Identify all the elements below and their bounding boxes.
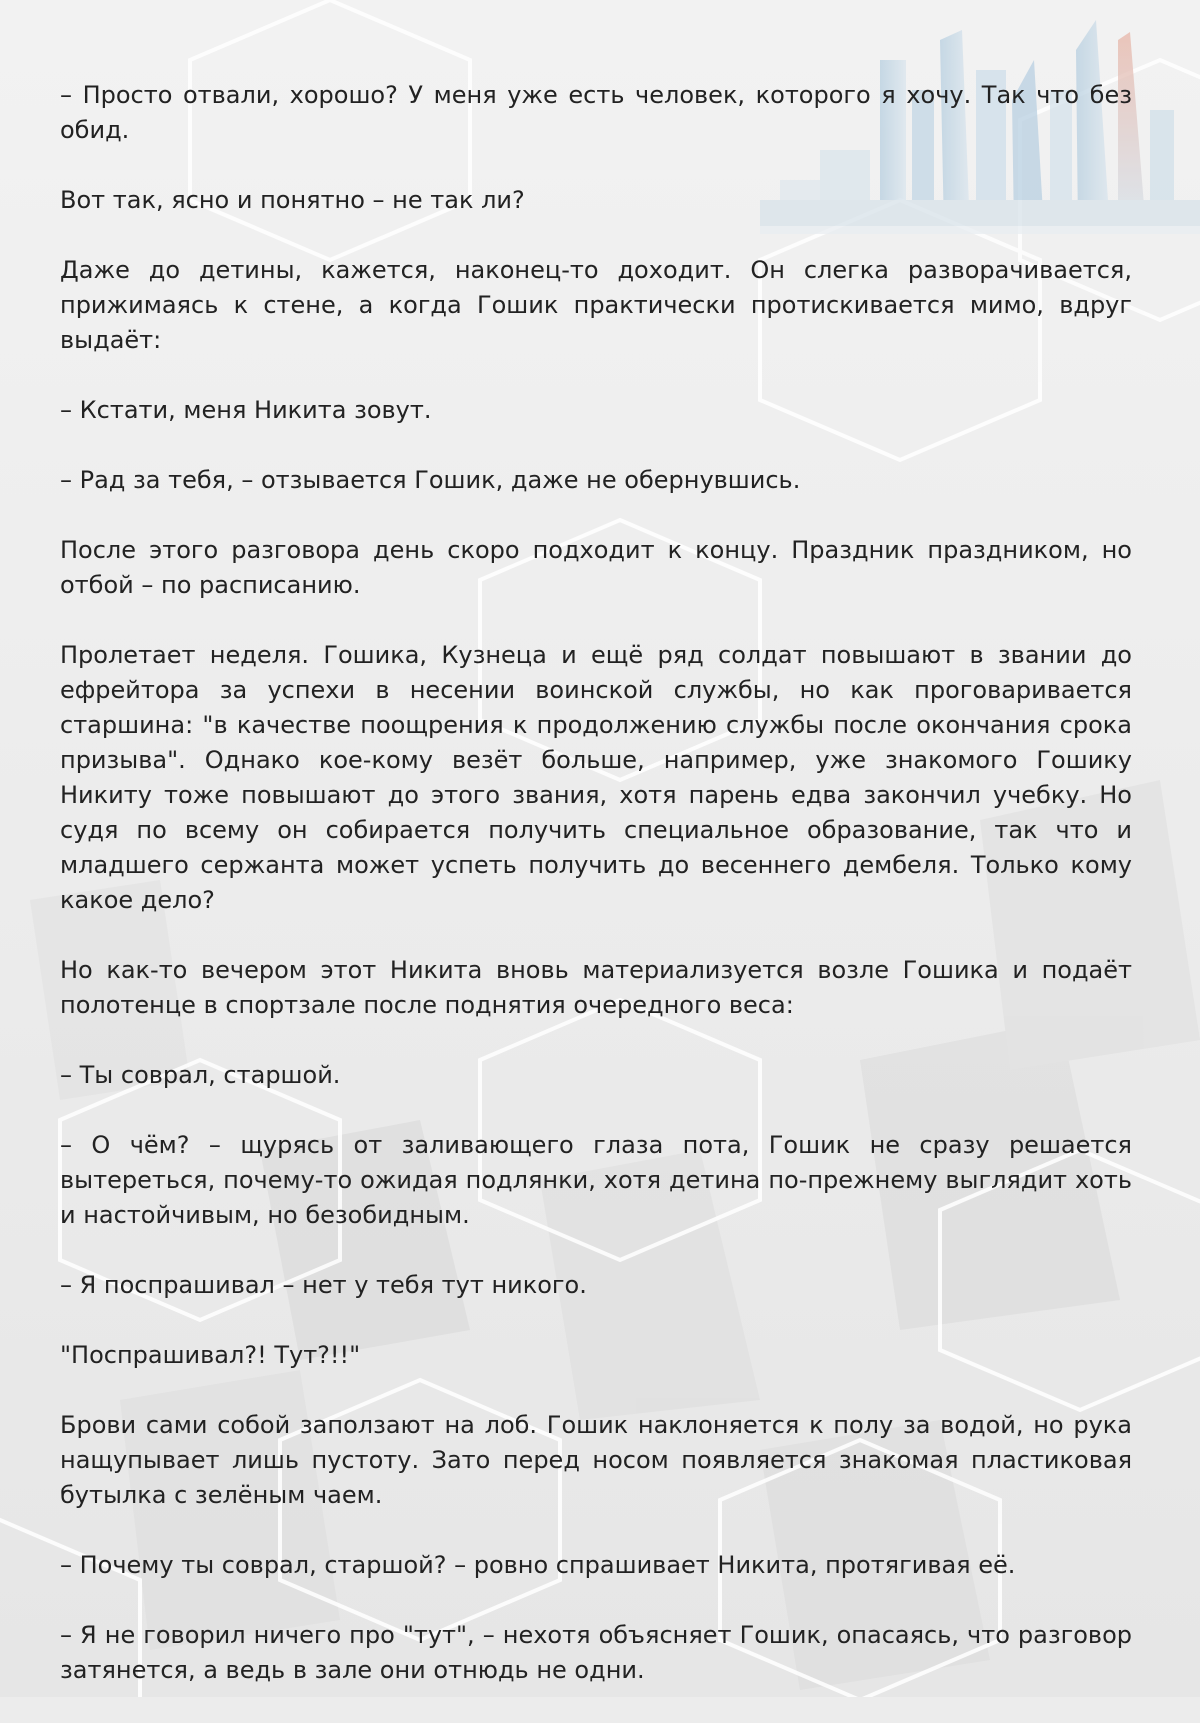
paragraph: Но как-то вечером этот Никита вновь материализуется возле Гошика и подаёт полотенце в спортзале после поднятия очередного веса: (60, 956, 1132, 1019)
paragraph: – Я поспрашивал – нет у тебя тут никого. (60, 1271, 587, 1299)
paragraph: – Ты соврал, старшой. (60, 1061, 341, 1089)
paragraph: После этого разговора день скоро подходит к концу. Праздник праздником, но отбой – по расписанию. (60, 536, 1132, 599)
paragraph: Брови сами собой заползают на лоб. Гошик наклоняется к полу за водой, но рука нащупывает лишь пустоту. Зато перед носом появляется знакомая пластиковая бутылка с зелёным чаем. (60, 1411, 1132, 1509)
paragraph: "Поспрашивал?! Тут?!!" (60, 1341, 361, 1369)
document-body (60, 78, 1132, 1723)
paragraph: Пролетает неделя. Гошика, Кузнеца и ещё ряд солдат повышают в звании до ефрейтора за успехи в несении воинской службы, но как проговаривается старшина: "в качестве поощрения к продолжению службы после окончания срока призыва". Однако кое-кому везёт больше, например, уже знакомого Гошику Никиту тоже повышают до этого звания, хотя парень едва закончил учебку. Но судя по всему он собирается получить специальное образование, так что и младшего сержанта может успеть получить до весеннего дембеля. Только кому какое дело? (60, 641, 1132, 914)
paragraph: Вот так, ясно и понятно – не так ли? (60, 186, 525, 214)
paragraph: – О чём? – щурясь от заливающего глаза пота, Гошик не сразу решается вытереться, почему-то ожидая подлянки, хотя детина по-прежнему выглядит хоть и настойчивым, но безобидным. (60, 1131, 1132, 1229)
paragraph: – Кстати, меня Никита зовут. (60, 396, 432, 424)
paragraph: – Просто отвали, хорошо? У меня уже есть человек, которого я хочу. Так что без обид. (60, 81, 1132, 144)
paragraph: – Рад за тебя, – отзывается Гошик, даже не обернувшись. (60, 466, 801, 494)
paragraph: Даже до детины, кажется, наконец-то доходит. Он слегка разворачивается, прижимаясь к стене, а когда Гошик практически протискивается мимо, вдруг выдаёт: (60, 256, 1132, 354)
paragraph: – Я не говорил ничего про "тут", – нехотя объясняет Гошик, опасаясь, что разговор затянется, а ведь в зале они отнюдь не одни. (60, 1621, 1132, 1684)
paragraph: – Почему ты соврал, старшой? – ровно спрашивает Никита, протягивая её. (60, 1551, 1016, 1579)
